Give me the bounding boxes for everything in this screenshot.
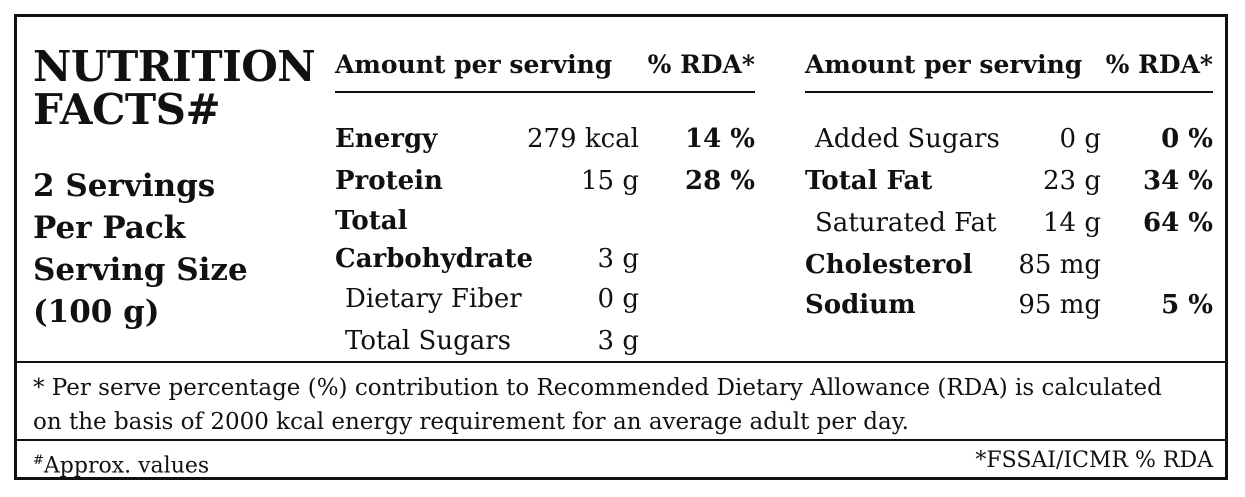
header-amount-per-serving: Amount per serving bbox=[805, 50, 1083, 79]
nutrient-amount: 15 g bbox=[581, 166, 639, 196]
nutrient-rda: 5 % bbox=[1161, 290, 1213, 320]
header-rda: % RDA* bbox=[647, 50, 755, 79]
serving-size-value: (100 g) bbox=[33, 294, 160, 330]
header-rda: % RDA* bbox=[1105, 50, 1213, 79]
column-header bbox=[805, 47, 1213, 87]
nutrient-row-cholesterol bbox=[805, 245, 1213, 285]
nutrient-name: Sodium bbox=[805, 290, 916, 320]
nutrient-name: Dietary Fiber bbox=[345, 284, 522, 314]
nutrient-amount: 0 g bbox=[597, 284, 639, 314]
approx-values-note bbox=[33, 447, 209, 480]
column-header-rule bbox=[335, 91, 755, 93]
nutrient-rda: 0 % bbox=[1161, 124, 1213, 154]
nutrient-rda: 14 % bbox=[685, 124, 755, 154]
nutrient-column-left bbox=[335, 47, 755, 365]
servings-per-pack-line-2: Per Pack bbox=[33, 210, 186, 246]
nutrient-amount: 0 g bbox=[1059, 124, 1101, 154]
nutrient-row-dietary-fiber bbox=[335, 279, 755, 319]
nutrient-amount: 14 g bbox=[1043, 208, 1101, 238]
servings-per-pack-line-1: 2 Servings bbox=[33, 168, 216, 204]
nutrient-amount: 85 mg bbox=[1018, 250, 1101, 280]
nutrient-name: Total bbox=[335, 206, 408, 236]
rda-source-note: *FSSAI/ICMR % RDA bbox=[975, 448, 1213, 473]
nutrition-facts-panel bbox=[14, 14, 1228, 480]
rda-footnote bbox=[33, 371, 1162, 439]
title-line-2: FACTS# bbox=[33, 85, 221, 134]
nutrient-rda: 28 % bbox=[685, 166, 755, 196]
footnote-line-1: * Per serve percentage (%) contribution to Recommended Dietary Allowance (RDA) is calculated bbox=[33, 375, 1162, 401]
column-header bbox=[335, 47, 755, 87]
nutrient-name: Total Fat bbox=[805, 166, 933, 196]
nutrient-amount: 23 g bbox=[1043, 166, 1101, 196]
nutrient-name: Added Sugars bbox=[815, 124, 1000, 154]
footnote-divider bbox=[17, 361, 1225, 363]
nutrition-title bbox=[33, 42, 316, 134]
nutrient-row-total-sugars bbox=[335, 321, 755, 361]
nutrient-name: Carbohydrate bbox=[335, 244, 534, 274]
nutrient-row-total bbox=[335, 201, 755, 241]
nutrient-row-added-sugars bbox=[805, 119, 1213, 159]
nutrient-row-sodium bbox=[805, 285, 1213, 325]
nutrient-name: Total Sugars bbox=[345, 326, 511, 356]
nutrient-rda: 34 % bbox=[1143, 166, 1213, 196]
title-line-1: NUTRITION bbox=[33, 42, 316, 91]
column-header-rule bbox=[805, 91, 1213, 93]
header-amount-per-serving: Amount per serving bbox=[335, 50, 613, 79]
footnote-line-2: on the basis of 2000 kcal energy requirement for an average adult per day. bbox=[33, 409, 909, 435]
nutrient-amount: 3 g bbox=[597, 244, 639, 274]
approx-values-text: Approx. values bbox=[43, 453, 210, 479]
serving-size-label: Serving Size bbox=[33, 252, 248, 288]
nutrient-row-total-fat bbox=[805, 161, 1213, 201]
nutrient-amount: 3 g bbox=[597, 326, 639, 356]
bottom-divider bbox=[17, 439, 1225, 441]
nutrient-row-saturated-fat bbox=[805, 203, 1213, 243]
nutrient-name: Cholesterol bbox=[805, 250, 973, 280]
nutrient-name: Energy bbox=[335, 124, 438, 154]
nutrient-rda: 64 % bbox=[1143, 208, 1213, 238]
nutrient-amount: 279 kcal bbox=[526, 124, 639, 154]
nutrient-row-protein bbox=[335, 161, 755, 201]
nutrient-column-right bbox=[805, 47, 1213, 319]
serving-info bbox=[33, 165, 248, 333]
hash-mark: # bbox=[33, 453, 44, 468]
nutrient-row-energy bbox=[335, 119, 755, 159]
nutrient-name: Protein bbox=[335, 166, 443, 196]
nutrient-name: Saturated Fat bbox=[815, 208, 997, 238]
nutrient-row-carbohydrate bbox=[335, 239, 755, 279]
nutrient-amount: 95 mg bbox=[1018, 290, 1101, 320]
